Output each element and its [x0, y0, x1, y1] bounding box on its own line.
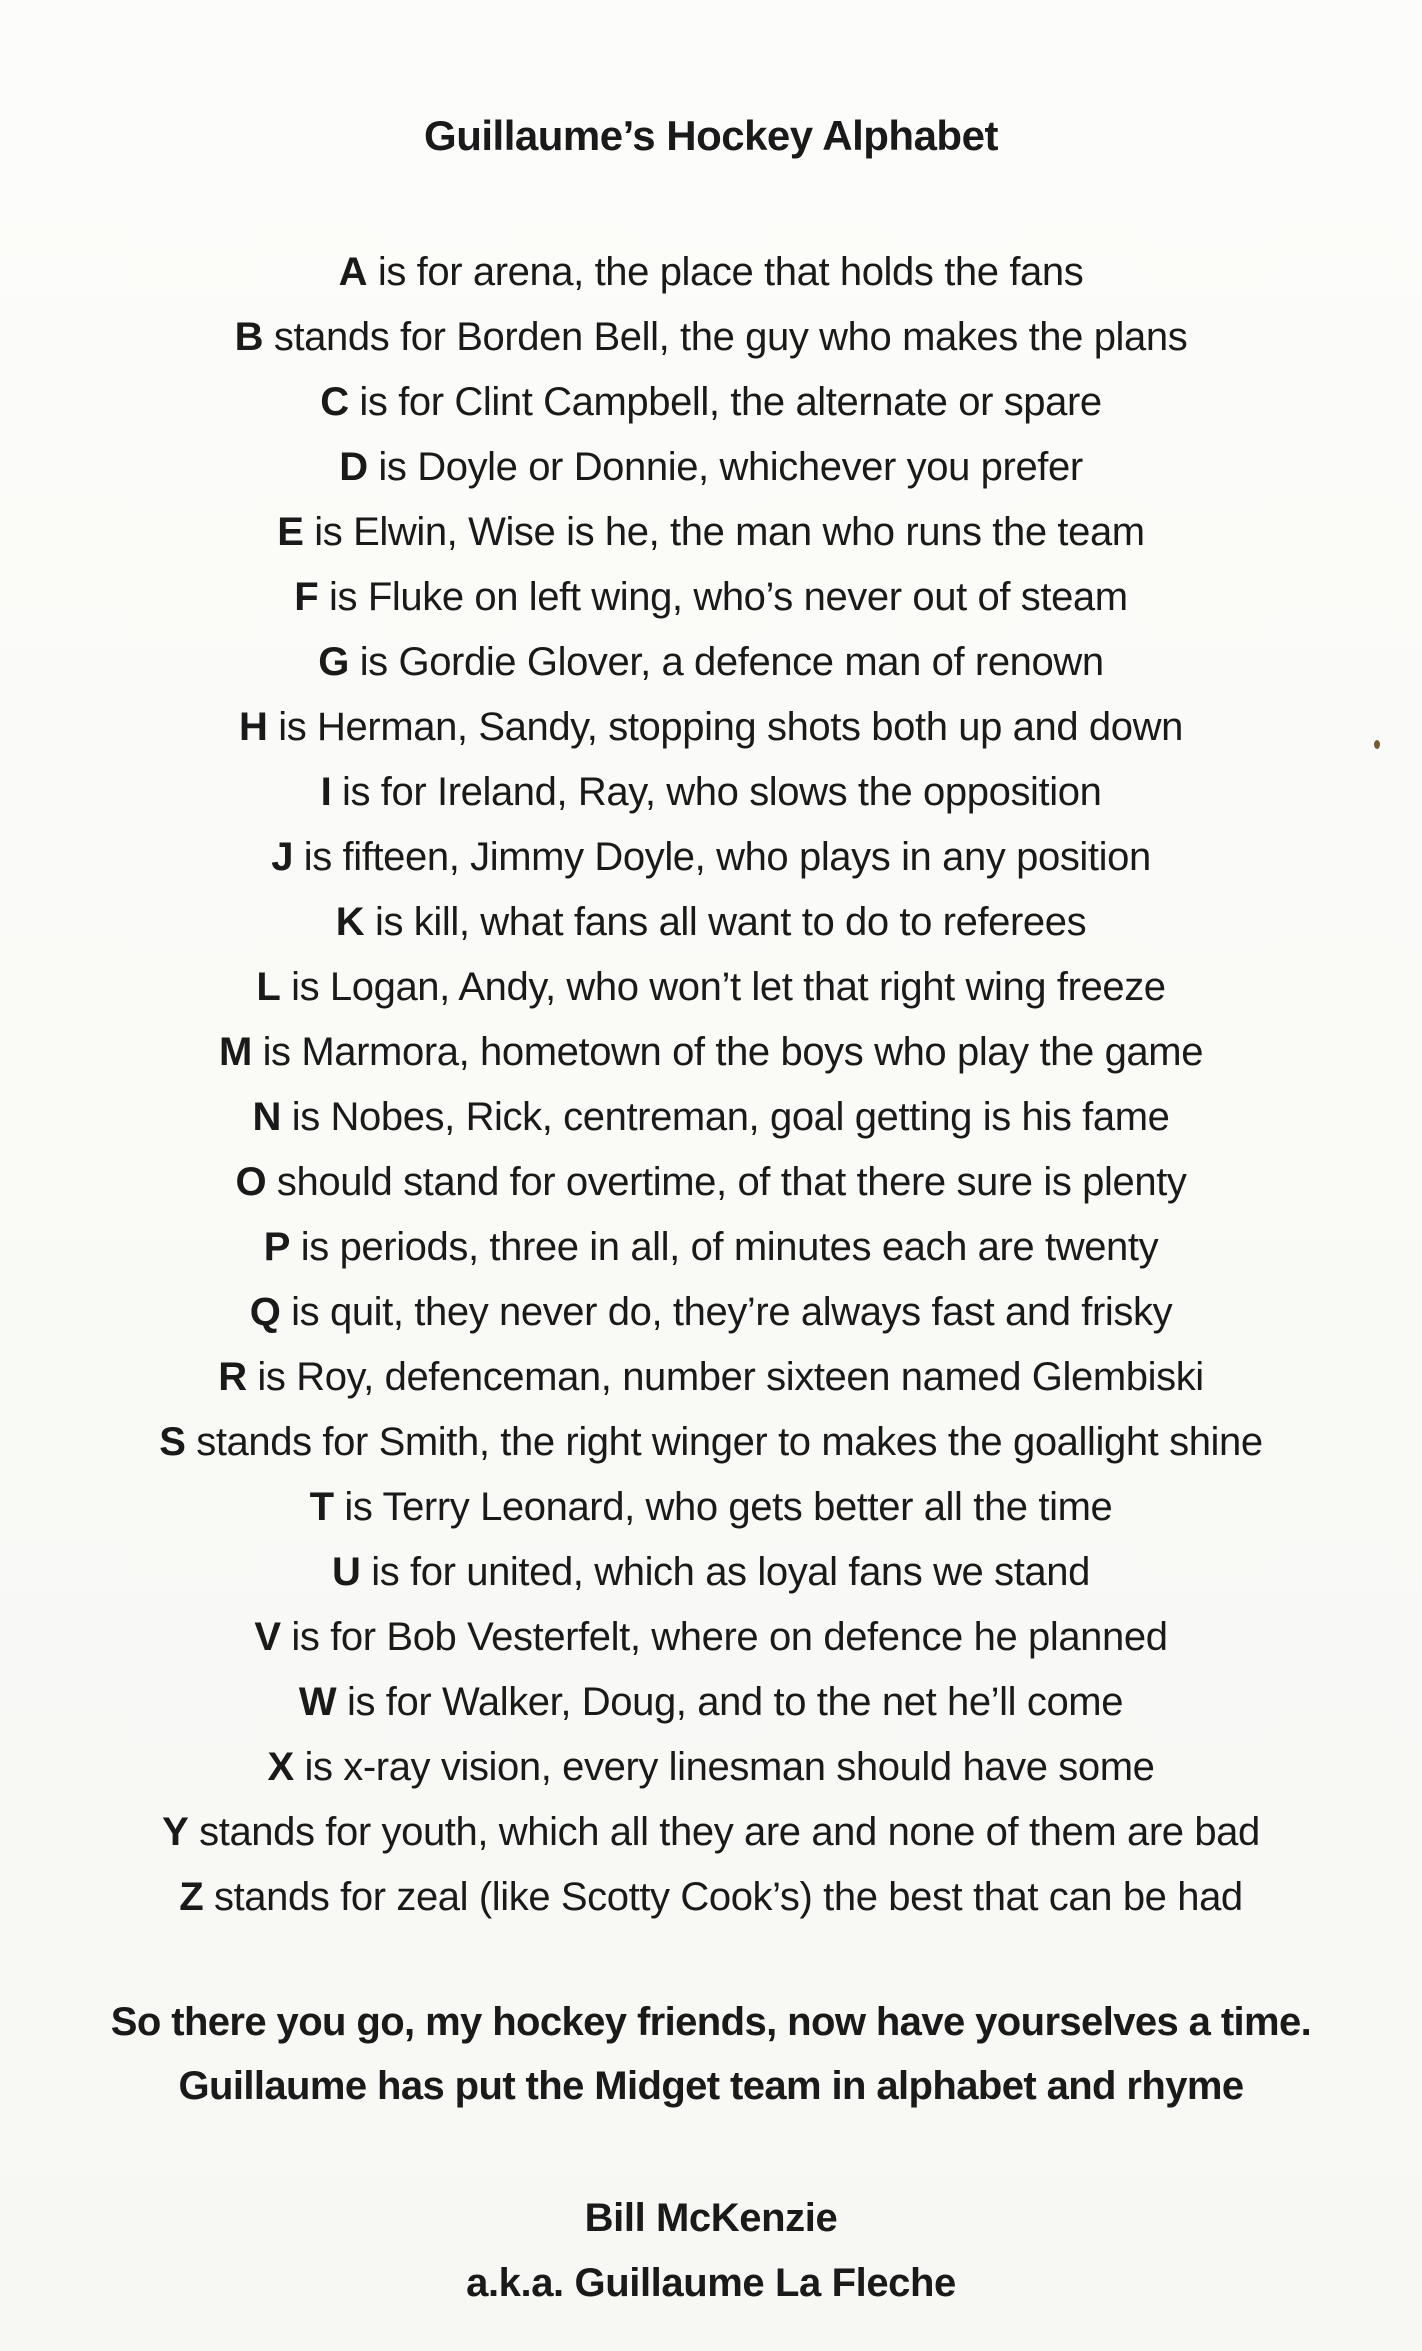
verse-text: is for Ireland, Ray, who slows the opposition — [331, 770, 1102, 814]
verse-letter: I — [320, 770, 332, 814]
verse-letter: X — [267, 1745, 294, 1789]
verse-line — [0, 1280, 1422, 1345]
poem-title: Guillaume’s Hockey Alphabet — [424, 112, 998, 159]
verse-letter: O — [235, 1160, 267, 1204]
verse-text: stands for Smith, the right winger to makes the goallight shine — [185, 1420, 1263, 1464]
verse-text: is Fluke on left wing, who’s never out of steam — [318, 575, 1128, 619]
verse-text: is kill, what fans all want to do to referees — [364, 900, 1087, 944]
verse-line — [0, 890, 1422, 955]
verse-text: stands for youth, which all they are and none of them are bad — [188, 1810, 1260, 1854]
verse-text: is for Bob Vesterfelt, where on defence he planned — [280, 1615, 1168, 1659]
verse-line — [0, 1150, 1422, 1215]
verse-letter: S — [159, 1420, 186, 1464]
verse-letter: L — [256, 965, 281, 1009]
paper-speck — [1374, 740, 1380, 749]
verse-text: is Roy, defenceman, number sixteen named Glembiski — [246, 1355, 1204, 1399]
verse-letter: T — [309, 1485, 334, 1529]
verse-text: is for Clint Campbell, the alternate or spare — [348, 380, 1102, 424]
verse-letter: A — [338, 250, 368, 294]
verse-letter: H — [239, 705, 268, 749]
verse-text: stands for zeal (like Scotty Cook’s) the best that can be had — [203, 1875, 1243, 1919]
verse-line — [0, 1800, 1422, 1865]
verse-text: is for Walker, Doug, and to the net he’ll come — [336, 1680, 1124, 1724]
verse-line — [0, 1345, 1422, 1410]
verse-line — [0, 1540, 1422, 1605]
verse-line — [0, 1670, 1422, 1735]
verse-line — [0, 435, 1422, 500]
verse-letter: V — [254, 1615, 281, 1659]
verse-text: is quit, they never do, they’re always fast and frisky — [280, 1290, 1173, 1334]
verse-letter: R — [218, 1355, 247, 1399]
closing-line-2: Guillaume has put the Midget team in alphabet and rhyme — [178, 2064, 1244, 2108]
verse-line — [0, 695, 1422, 760]
verse-text: is for united, which as loyal fans we stand — [360, 1550, 1090, 1594]
author-name: Bill McKenzie — [584, 2196, 838, 2240]
signature-block — [0, 2186, 1422, 2316]
verse-line — [0, 1020, 1422, 1085]
verse-text: is periods, three in all, of minutes each are twenty — [290, 1225, 1159, 1269]
verse-line — [0, 1475, 1422, 1540]
verse-text: should stand for overtime, of that there sure is plenty — [266, 1160, 1187, 1204]
verse-line — [0, 1215, 1422, 1280]
verse-line — [0, 1735, 1422, 1800]
verse-line — [0, 825, 1422, 890]
verse-line — [0, 1605, 1422, 1670]
verse-text: is x-ray vision, every linesman should have some — [293, 1745, 1155, 1789]
verse-letter: D — [339, 445, 368, 489]
verse-text: stands for Borden Bell, the guy who makes the plans — [263, 315, 1188, 359]
verse-letter: Q — [249, 1290, 281, 1334]
verse-text: is Doyle or Donnie, whichever you prefer — [367, 445, 1083, 489]
verse-letter: C — [320, 380, 349, 424]
author-alias: a.k.a. Guillaume La Fleche — [466, 2261, 956, 2305]
verse-text: is Gordie Glover, a defence man of renown — [348, 640, 1104, 684]
verse-text: is Logan, Andy, who won’t let that right wing freeze — [280, 965, 1166, 1009]
verse-line — [0, 500, 1422, 565]
verse-text: is Nobes, Rick, centreman, goal getting is his fame — [281, 1095, 1170, 1139]
verse-line — [0, 955, 1422, 1020]
verse-text: is Terry Leonard, who gets better all the time — [333, 1485, 1113, 1529]
verse-text: is Elwin, Wise is he, the man who runs the team — [303, 510, 1145, 554]
verse-line — [0, 1410, 1422, 1475]
verse-letter: U — [332, 1550, 361, 1594]
verse-line — [0, 760, 1422, 825]
verse-letter: E — [277, 510, 304, 554]
verse-letter: F — [294, 575, 319, 619]
verse-line — [0, 565, 1422, 630]
verse-letter: M — [218, 1030, 252, 1074]
verse-line — [0, 1085, 1422, 1150]
verse-line — [0, 305, 1422, 370]
verse-letter: B — [234, 315, 264, 359]
verse-line — [0, 1865, 1422, 1930]
verse-letter: N — [252, 1095, 281, 1139]
verse-line — [0, 630, 1422, 695]
verse-text: is Marmora, hometown of the boys who play the game — [251, 1030, 1204, 1074]
verse-line — [0, 240, 1422, 305]
verse-text: is for arena, the place that holds the fans — [367, 250, 1084, 294]
verse-letter: W — [298, 1680, 337, 1724]
closing-stanza — [0, 1990, 1422, 2118]
closing-line-1: So there you go, my hockey friends, now have yourselves a time. — [110, 2000, 1312, 2044]
verse-text: is Herman, Sandy, stopping shots both up and down — [267, 705, 1183, 749]
verse-text: is fifteen, Jimmy Doyle, who plays in any position — [293, 835, 1151, 879]
verse-letter: K — [335, 900, 365, 944]
verse-letter: Z — [179, 1875, 204, 1919]
verse-letter: Y — [162, 1810, 189, 1854]
verse-letter: P — [263, 1225, 291, 1269]
verse-letter: J — [271, 835, 294, 879]
verse-letter: G — [318, 640, 349, 684]
verse-line — [0, 370, 1422, 435]
alphabet-verses — [0, 240, 1422, 1930]
